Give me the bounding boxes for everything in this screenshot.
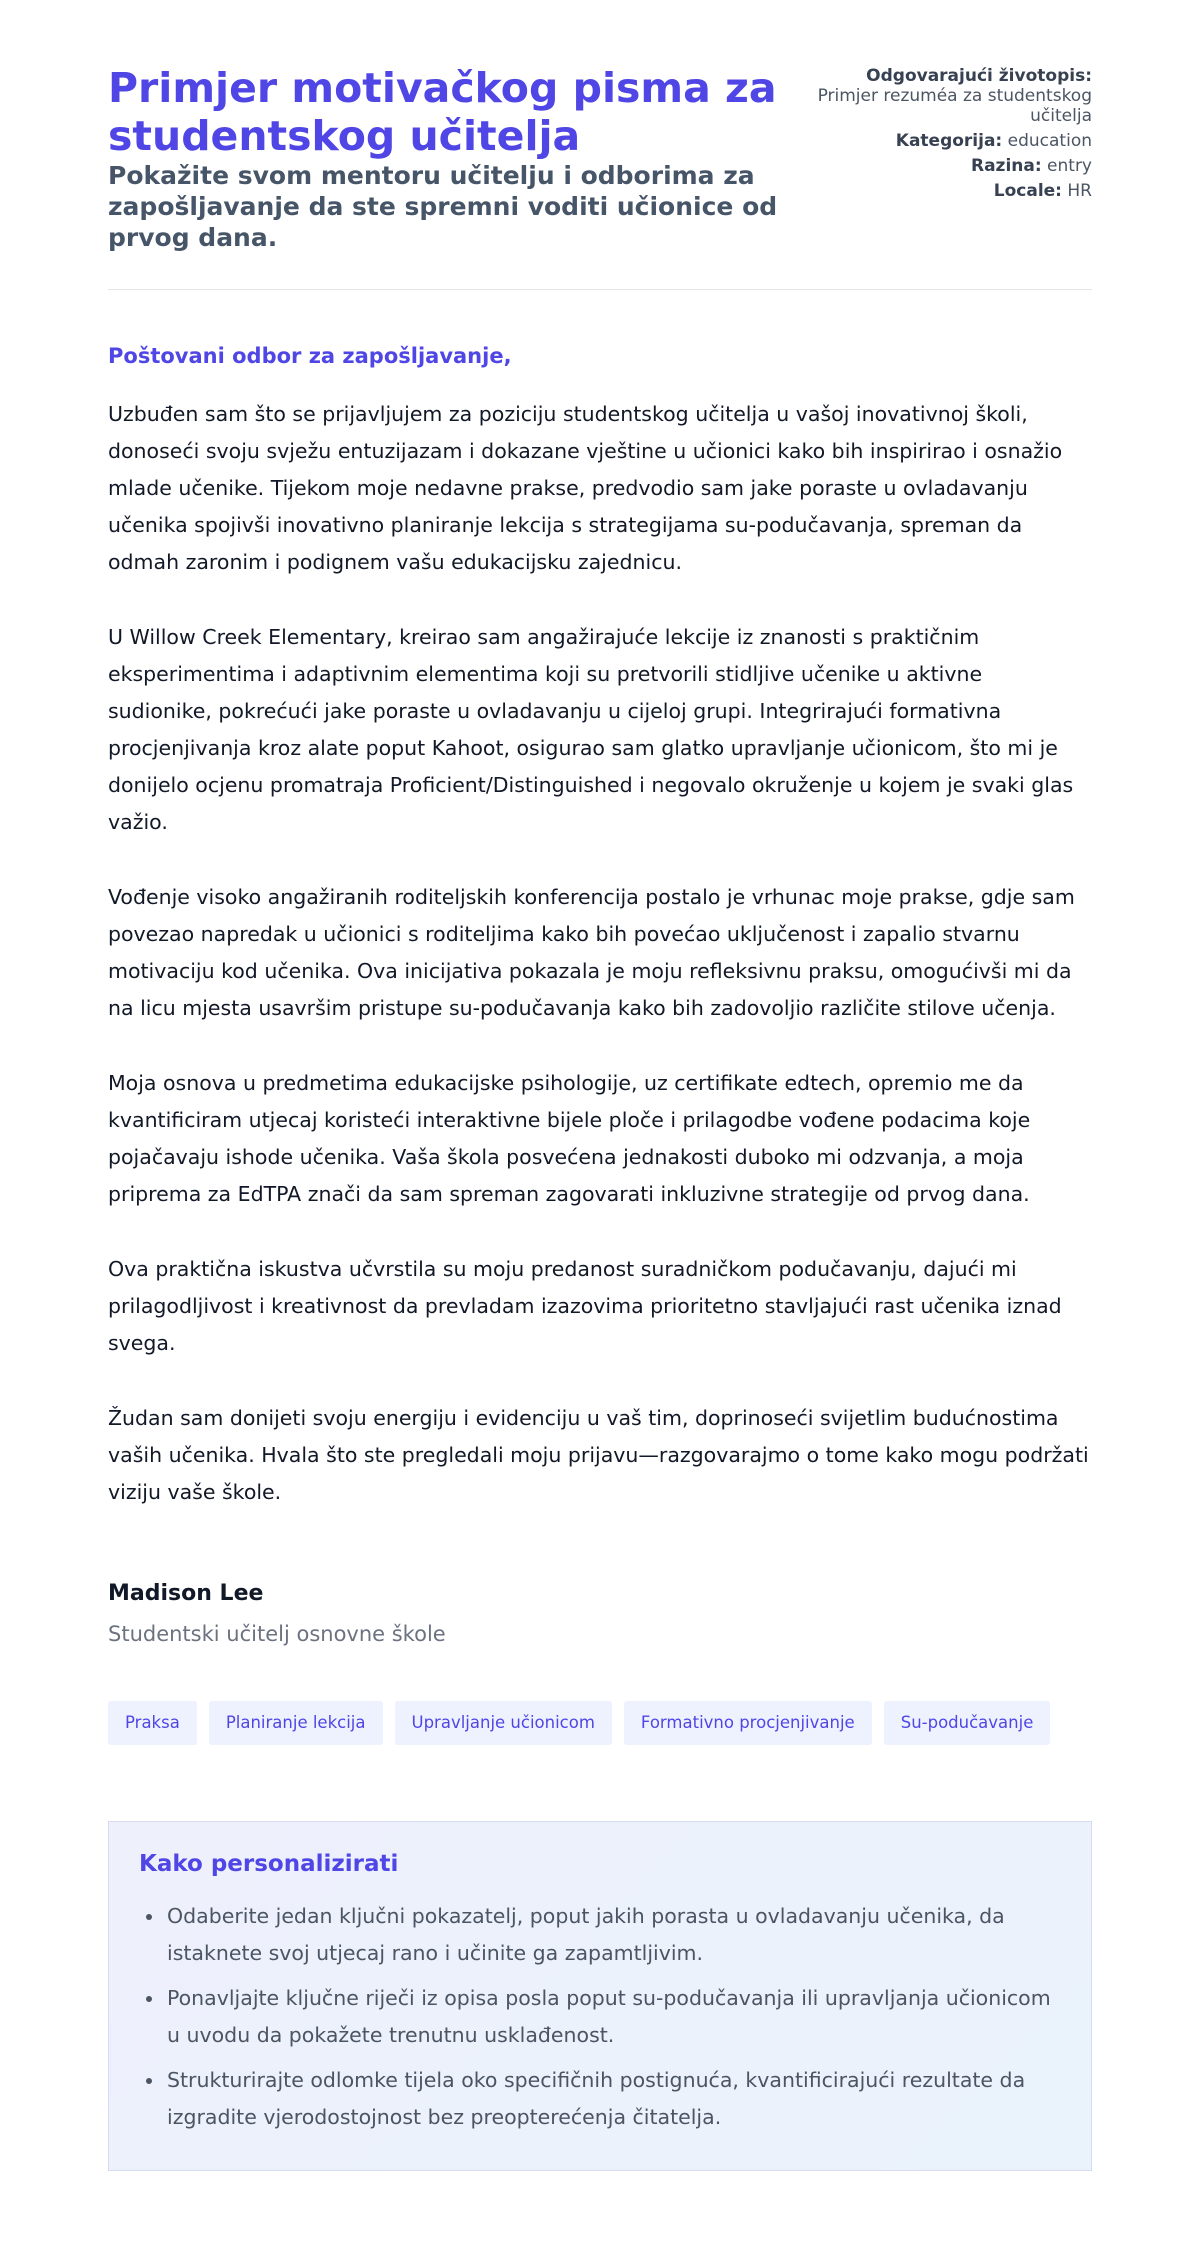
tag-chip: Su-podučavanje	[884, 1701, 1051, 1745]
meta-level-label: Razina:	[970, 156, 1042, 176]
meta-locale-value: HR	[1067, 181, 1092, 201]
meta-level	[804, 156, 1092, 176]
meta-resume-label: Odgovarajući životopis:	[866, 66, 1092, 86]
tag-chip: Formativno procjenjivanje	[624, 1701, 872, 1745]
letter-paragraph: Moja osnova u predmetima edukacijske psihologije, uz certifikate edtech, opremio me da kvantificiram utjecaj koristeći interaktivne bijele ploče i prilagodbe vođene podacima koje pojačavaju ishode učenika. Vaša škola posvećena jednakosti duboko mi odzvanja, a moja priprema za EdTPA znači da sam spreman zagovarati inkluzivne strategije od prvog dana.	[108, 1071, 1031, 1206]
tip-item: • Strukturirajte odlomke tijela oko specifičnih postignuća, kvantificirajući rezultate da izgradite vjerodostojnost bez preopterećenja čitatelja.	[165, 2062, 1061, 2136]
personalization-tips	[108, 1821, 1092, 2171]
signature-block	[108, 1579, 1092, 1649]
tips-title: Kako personalizirati	[139, 1851, 399, 1877]
letter-paragraph: Uzbuđen sam što se prijavljujem za poziciju studentskog učitelja u vašoj inovativnoj školi, donoseći svoju svježu entuzijazam i dokazane vještine u učionici kako bih inspirirao i osnažio mlade učenike. Tijekom moje nedavne prakse, predvodio sam jake poraste u ovladavanju učenika spojivši inovativno planiranje lekcija s strategijama su-podučavanja, spreman da odmah zaronim i podignem vašu edukacijsku zajednicu.	[108, 402, 1063, 574]
meta-resume	[804, 66, 1092, 126]
page-subtitle: Pokažite svom mentoru učitelju i odborima za zapošljavanje da ste spremni voditi učionice od prvog dana.	[108, 161, 778, 252]
tag-list	[108, 1701, 1092, 1745]
page-header	[108, 64, 1092, 290]
salutation: Poštovani odbor za zapošljavanje,	[108, 344, 512, 368]
header-title-block	[108, 64, 804, 253]
tip-item: • Ponavljajte ključne riječi iz opisa posla poput su-podučavanja ili upravljanja učionicom u uvodu da pokažete trenutnu usklađenost.	[165, 1980, 1061, 2054]
meta-level-value: entry	[1047, 156, 1092, 176]
page-title: Primjer motivačkog pisma za studentskog učitelja	[108, 64, 777, 160]
meta-resume-link[interactable]: Primjer rezuméa za studentskog učitelja	[817, 86, 1092, 126]
letter-paragraph: Vođenje visoko angažiranih roditeljskih konferencija postalo je vrhunac moje prakse, gdje sam povezao napredak u učionici s roditeljima kako bih povećao uključenost i zapalio stvarnu motivaciju kod učenika. Ova inicijativa pokazala je moju refleksivnu praksu, omogućivši mi da na licu mjesta usavršim pristupe su-podučavanja kako bih zadovoljio različite stilove učenja.	[108, 885, 1075, 1020]
signature-role: Studentski učitelj osnovne škole	[108, 1622, 446, 1646]
letter-body	[108, 342, 1092, 1649]
signature-name: Madison Lee	[108, 1581, 264, 1606]
meta-locale	[804, 181, 1092, 201]
meta-category-label: Kategorija:	[895, 131, 1003, 151]
meta-category	[804, 131, 1092, 151]
letter-paragraph: Žudan sam donijeti svoju energiju i evidenciju u vaš tim, doprinoseći svijetlim budućnostima vaših učenika. Hvala što ste pregledali moju prijavu—razgovarajmo o tome kako mogu podržati viziju vaše škole.	[108, 1406, 1089, 1504]
tag-chip: Planiranje lekcija	[209, 1701, 383, 1745]
tips-list	[139, 1898, 1061, 2136]
tip-item: • Odaberite jedan ključni pokazatelj, poput jakih porasta u ovladavanju učenika, da istaknete svoj utjecaj rano i učinite ga zapamtljivim.	[165, 1898, 1061, 1972]
letter-paragraph: Ova praktična iskustva učvrstila su moju predanost suradničkom podučavanju, dajući mi prilagodljivost i kreativnost da prevladam izazovima prioritetno stavljajući rast učenika iznad svega.	[108, 1257, 1062, 1355]
tag-chip: Upravljanje učionicom	[395, 1701, 612, 1745]
tag-chip: Praksa	[108, 1701, 197, 1745]
meta-category-value: education	[1007, 131, 1092, 151]
meta-panel	[804, 64, 1092, 206]
meta-locale-label: Locale:	[993, 181, 1062, 201]
letter-paragraph: U Willow Creek Elementary, kreirao sam angažirajuće lekcije iz znanosti s praktičnim eksperimentima i adaptivnim elementima koji su pretvorili stidljive učenike u aktivne sudionike, pokrećući jake poraste u ovladavanju u cijeloj grupi. Integrirajući formativna procjenjivanja kroz alate poput Kahoot, osigurao sam glatko upravljanje učionicom, što mi je donijelo ocjenu promatraja Proficient/Distinguished i negovalo okruženje u kojem je svaki glas važio.	[108, 625, 1074, 834]
